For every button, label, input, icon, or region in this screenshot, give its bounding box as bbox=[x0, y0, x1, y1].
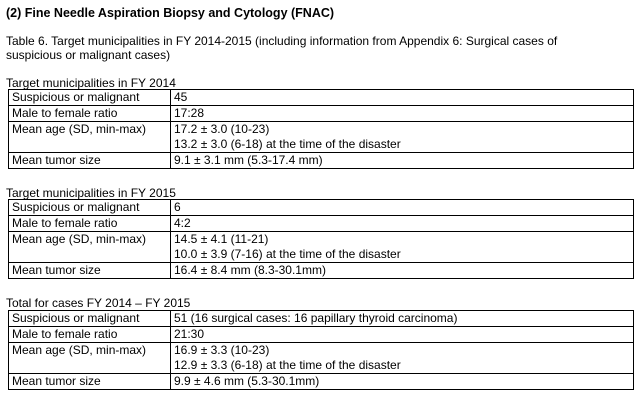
table-row bbox=[9, 200, 634, 216]
table-row bbox=[9, 90, 634, 106]
table-row bbox=[9, 311, 634, 327]
value-line: 17.2 ± 3.0 (10-23) bbox=[174, 122, 270, 136]
row-value: 17:28 bbox=[171, 106, 634, 122]
row-label: Mean age (SD, min-max) bbox=[9, 232, 171, 263]
table-row bbox=[9, 327, 634, 343]
row-label: Mean tumor size bbox=[9, 263, 171, 279]
table-fy2014 bbox=[8, 89, 634, 169]
table-row bbox=[9, 216, 634, 232]
row-value: 21:30 bbox=[171, 327, 634, 343]
row-label: Male to female ratio bbox=[9, 327, 171, 343]
row-value: 6 bbox=[171, 200, 634, 216]
table-row bbox=[9, 122, 634, 153]
table-row bbox=[9, 374, 634, 390]
row-value bbox=[171, 343, 634, 374]
row-value: 9.9 ± 4.6 mm (5.3-30.1mm) bbox=[171, 374, 634, 390]
row-label: Suspicious or malignant bbox=[9, 311, 171, 327]
row-label: Mean age (SD, min-max) bbox=[9, 122, 171, 153]
section-heading: (2) Fine Needle Aspiration Biopsy and Cytology (FNAC) bbox=[6, 6, 335, 20]
row-label: Mean tumor size bbox=[9, 153, 171, 169]
row-label: Mean age (SD, min-max) bbox=[9, 343, 171, 374]
row-label: Male to female ratio bbox=[9, 216, 171, 232]
row-label: Male to female ratio bbox=[9, 106, 171, 122]
row-label: Suspicious or malignant bbox=[9, 200, 171, 216]
row-value: 4:2 bbox=[171, 216, 634, 232]
table-total bbox=[8, 310, 634, 390]
row-label: Suspicious or malignant bbox=[9, 90, 171, 106]
row-value: 51 (16 surgical cases: 16 papillary thyroid carcinoma) bbox=[171, 311, 634, 327]
table-row bbox=[9, 263, 634, 279]
row-value: 16.4 ± 8.4 mm (8.3-30.1mm) bbox=[171, 263, 634, 279]
value-line: 16.9 ± 3.3 (10-23) bbox=[174, 343, 270, 357]
section-title-fy2014: Target municipalities in FY 2014 bbox=[6, 76, 176, 90]
row-value bbox=[171, 122, 634, 153]
row-value: 9.1 ± 3.1 mm (5.3-17.4 mm) bbox=[171, 153, 634, 169]
value-line: 13.2 ± 3.0 (6-18) at the time of the disaster bbox=[174, 137, 401, 151]
section-title-total: Total for cases FY 2014 – FY 2015 bbox=[6, 296, 191, 310]
value-line: 14.5 ± 4.1 (11-21) bbox=[174, 232, 269, 246]
value-line: 12.9 ± 3.3 (6-18) at the time of the disaster bbox=[174, 358, 401, 372]
row-label: Mean tumor size bbox=[9, 374, 171, 390]
table-row bbox=[9, 232, 634, 263]
table-caption: Table 6. Target municipalities in FY 2014-2015 (including information from Appendix 6: Surgical cases of suspicious or malignant cases) bbox=[6, 34, 558, 62]
section-title-fy2015: Target municipalities in FY 2015 bbox=[6, 186, 176, 200]
row-value bbox=[171, 232, 634, 263]
value-line: 10.0 ± 3.9 (7-16) at the time of the disaster bbox=[174, 247, 401, 261]
table-row bbox=[9, 106, 634, 122]
table-row bbox=[9, 343, 634, 374]
row-value: 45 bbox=[171, 90, 634, 106]
table-fy2015 bbox=[8, 199, 634, 279]
table-row bbox=[9, 153, 634, 169]
